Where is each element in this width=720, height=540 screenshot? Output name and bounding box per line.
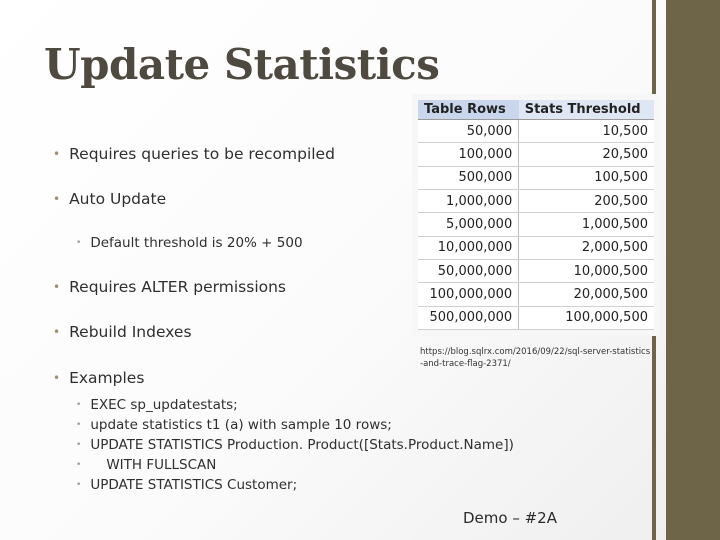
bullet-dot: • xyxy=(53,192,61,206)
bullet-rebuild-indexes xyxy=(53,323,192,341)
table-row xyxy=(418,166,654,189)
sub-bullet-text: Default threshold is 20% + 500 xyxy=(90,235,303,251)
column-header-table-rows: Table Rows xyxy=(418,100,519,120)
table-header-row xyxy=(418,100,654,120)
stats-threshold-cell: 20,500 xyxy=(519,143,654,166)
bullet-auto-update xyxy=(53,190,166,208)
table-row xyxy=(418,283,654,306)
bullet-text: Rebuild Indexes xyxy=(69,323,192,341)
table-rows-cell: 1,000,000 xyxy=(418,189,519,212)
stats-threshold-cell: 10,000,500 xyxy=(519,259,654,282)
sub-bullet-dot: • xyxy=(76,420,82,430)
table-row xyxy=(418,236,654,259)
example-text: update statistics t1 (a) with sample 10 rows; xyxy=(90,417,392,433)
accent-band xyxy=(666,0,720,540)
stats-threshold-cell: 10,500 xyxy=(519,120,654,143)
table-rows-cell: 10,000,000 xyxy=(418,236,519,259)
bullet-dot: • xyxy=(53,325,61,339)
stats-threshold-cell: 20,000,500 xyxy=(519,283,654,306)
table-rows-cell: 500,000 xyxy=(418,166,519,189)
bullet-dot: • xyxy=(53,280,61,294)
sub-bullet-default-threshold xyxy=(76,235,303,251)
table-row xyxy=(418,259,654,282)
table-rows-cell: 50,000 xyxy=(418,120,519,143)
sub-bullet-dot: • xyxy=(76,400,82,410)
slide-title: Update Statistics xyxy=(44,40,440,89)
table-rows-cell: 100,000,000 xyxy=(418,283,519,306)
demo-label: Demo – #2A xyxy=(463,509,557,527)
sub-bullet-dot: • xyxy=(76,238,82,248)
table-row xyxy=(418,189,654,212)
table-rows-cell: 100,000 xyxy=(418,143,519,166)
bullet-text: Auto Update xyxy=(69,190,167,208)
stats-threshold-cell: 100,500 xyxy=(519,166,654,189)
sub-bullet-dot: • xyxy=(76,440,82,450)
column-header-stats-threshold: Stats Threshold xyxy=(519,100,654,120)
table-row xyxy=(418,120,654,143)
stats-threshold-cell: 200,500 xyxy=(519,189,654,212)
bullet-dot: • xyxy=(53,371,61,385)
table-row xyxy=(418,213,654,236)
table-rows-cell: 5,000,000 xyxy=(418,213,519,236)
bullet-alter-permissions xyxy=(53,278,286,296)
example-item xyxy=(76,457,216,473)
stats-threshold-table xyxy=(418,100,654,330)
bullet-text: Requires queries to be recompiled xyxy=(69,145,335,163)
example-text: UPDATE STATISTICS Customer; xyxy=(90,477,298,493)
example-item xyxy=(76,477,297,493)
bullet-text: Examples xyxy=(69,369,145,387)
example-item xyxy=(76,397,238,413)
bullet-text: Requires ALTER permissions xyxy=(69,278,287,296)
stats-threshold-cell: 2,000,500 xyxy=(519,236,654,259)
table-row xyxy=(418,306,654,329)
source-url[interactable]: https://blog.sqlrx.com/2016/09/22/sql-server-statistics-and-trace-flag-2371/ xyxy=(420,347,651,369)
bullet-recompile xyxy=(53,145,335,163)
bullet-dot: • xyxy=(53,147,61,161)
example-item xyxy=(76,417,392,433)
example-text: EXEC sp_updatestats; xyxy=(90,397,238,413)
example-text: UPDATE STATISTICS Production. Product([Stats.Product.Name]) xyxy=(90,437,514,453)
stats-threshold-cell: 1,000,500 xyxy=(519,213,654,236)
table-row xyxy=(418,143,654,166)
table-rows-cell: 50,000,000 xyxy=(418,259,519,282)
sub-bullet-dot: • xyxy=(76,480,82,490)
table-rows-cell: 500,000,000 xyxy=(418,306,519,329)
stats-threshold-cell: 100,000,500 xyxy=(519,306,654,329)
bullet-examples xyxy=(53,369,144,387)
sub-bullet-dot: • xyxy=(76,460,82,470)
example-item xyxy=(76,437,514,453)
example-text: WITH FULLSCAN xyxy=(106,457,217,473)
